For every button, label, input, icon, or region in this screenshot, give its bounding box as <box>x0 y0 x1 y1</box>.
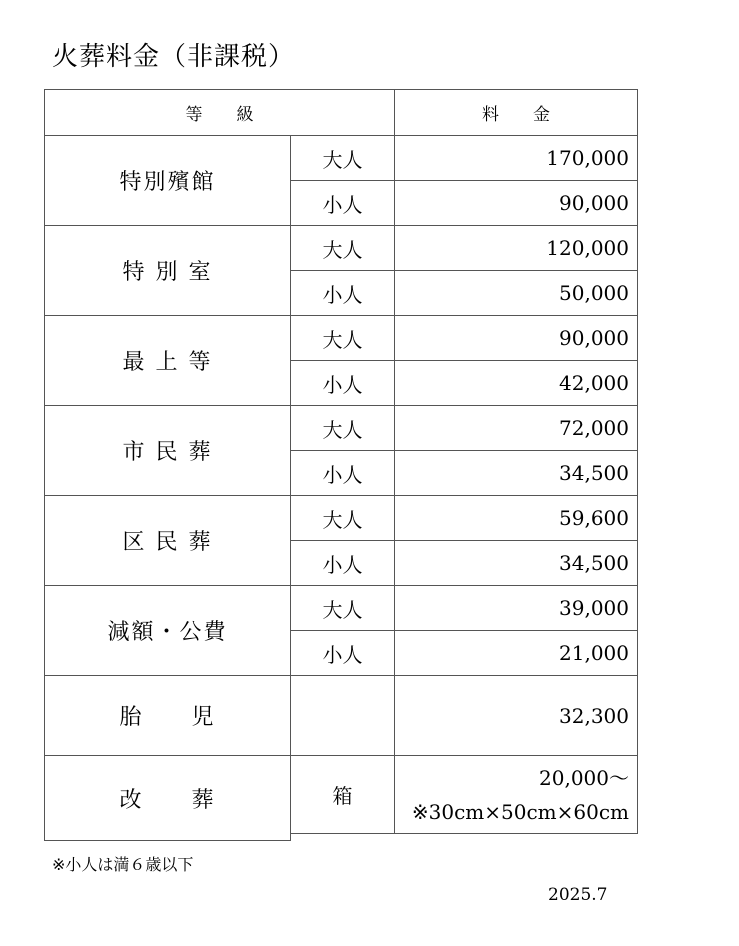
child-label: 小人 <box>322 192 363 217</box>
child-fee: 90,000 <box>559 191 629 215</box>
footnote: ※小人は満６歳以下 <box>52 855 194 874</box>
grade-label: 減額・公費 <box>107 620 228 645</box>
page-title: 火葬料金（非課税） <box>52 42 296 72</box>
grade-label: 市 民 葬 <box>122 440 213 465</box>
header-fee: 料 金 <box>482 105 550 125</box>
adult-label: 大人 <box>322 237 363 262</box>
reburial-fee: 20,000～ <box>539 765 629 790</box>
reburial-size-note: ※30cm×50cm×60cm <box>411 799 629 824</box>
header-grade: 等 級 <box>185 105 254 125</box>
child-label: 小人 <box>322 372 363 397</box>
child-fee: 34,500 <box>559 551 629 575</box>
adult-fee: 39,000 <box>559 596 629 620</box>
adult-label: 大人 <box>322 417 363 442</box>
adult-label: 大人 <box>322 507 363 532</box>
adult-fee: 170,000 <box>546 146 629 170</box>
adult-fee: 90,000 <box>559 326 629 350</box>
grade-label: 特 別 室 <box>122 260 213 285</box>
child-fee: 50,000 <box>559 281 629 305</box>
grade-label: 特別殯館 <box>119 170 216 195</box>
reburial-fee-cell <box>395 756 637 833</box>
child-fee: 34,500 <box>559 461 629 485</box>
fetus-grade-label: 胎 児 <box>119 705 216 730</box>
fetus-fee: 32,300 <box>559 703 629 728</box>
reburial-grade-label: 改 葬 <box>119 787 216 813</box>
adult-fee: 59,600 <box>559 506 629 530</box>
child-fee: 21,000 <box>559 641 629 665</box>
child-label: 小人 <box>322 642 363 667</box>
adult-label: 大人 <box>322 147 363 172</box>
child-label: 小人 <box>322 462 363 487</box>
adult-fee: 120,000 <box>546 236 629 260</box>
child-fee: 42,000 <box>559 371 629 395</box>
reburial-unit: 箱 <box>332 784 353 808</box>
grade-label: 最 上 等 <box>122 350 213 375</box>
adult-label: 大人 <box>322 597 363 622</box>
revision-date: 2025.7 <box>548 885 608 905</box>
grade-label: 区 民 葬 <box>122 530 213 555</box>
adult-fee: 72,000 <box>559 416 629 440</box>
child-label: 小人 <box>322 552 363 577</box>
child-label: 小人 <box>322 282 363 307</box>
adult-label: 大人 <box>322 327 363 352</box>
